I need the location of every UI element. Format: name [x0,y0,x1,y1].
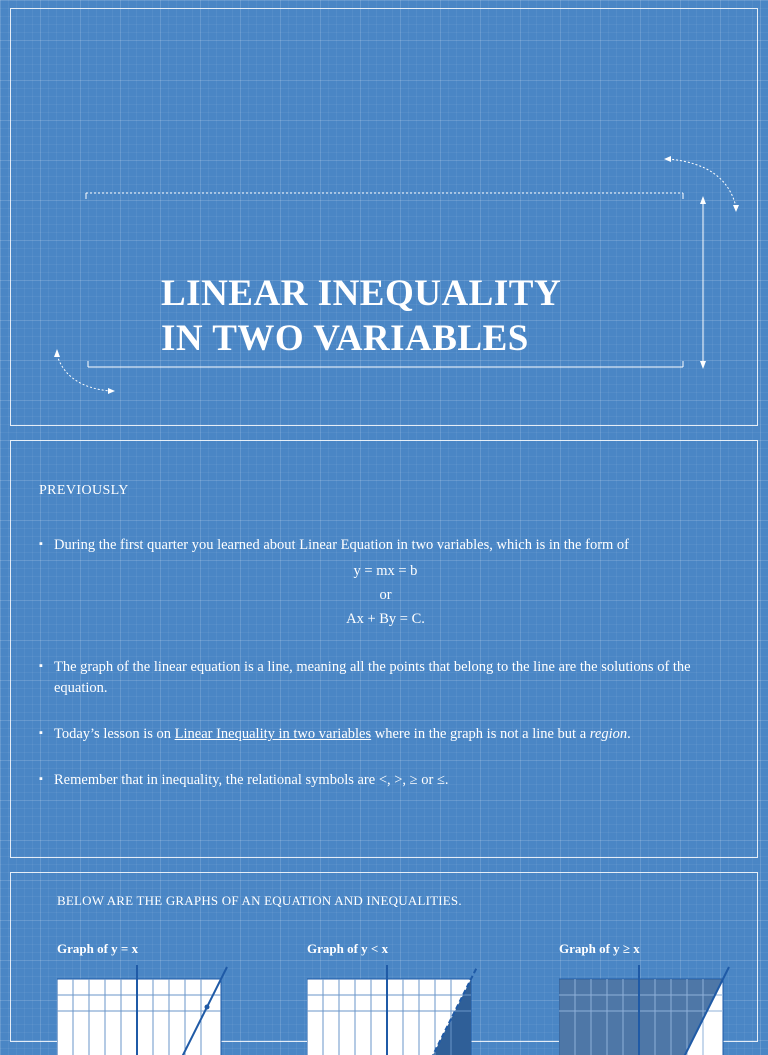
previously-slide [10,440,758,858]
title-line-2: IN TWO VARIABLES [161,318,529,359]
slide-title [161,271,561,361]
equation-slope-form: y = mx = b [353,563,418,579]
bullet-text: During the first quarter you learned about Linear Equation in two variables, which is in the form of [54,537,630,553]
section-heading: PREVIOUSLY [39,483,129,498]
curved-arrow-bottom-left [57,355,110,391]
bullet-item [39,724,717,745]
region-emphasis: region [589,726,628,742]
title-line-1: LINEAR INEQUALITY [161,273,562,314]
graph-plot [57,965,232,1055]
lesson-topic-link[interactable]: Linear Inequality in two variables [174,726,372,742]
arrow-up-icon [700,196,706,204]
bullet-item [39,657,717,699]
graph-label: Graph of y < x [307,941,389,956]
graph-label: Graph of y ≥ x [559,941,640,956]
bullet-list [39,535,717,791]
equation-block [54,559,717,631]
curved-arrow-head-down-icon [733,205,739,212]
graph-label: Graph of y = x [57,941,139,956]
bullet-text-pre: Today’s lesson is on [54,726,175,742]
bullet-text-end: . [627,726,631,742]
graph-less-than [307,941,482,1055]
bullet-item [39,535,717,631]
graph-equation [57,941,232,1055]
curved-arrow-head-up-icon [54,349,60,357]
arrow-down-icon [700,361,706,369]
curved-arrow-head-left-icon [664,156,671,162]
graph-plot [307,965,482,1055]
bullet-text-mid: where in the graph is not a line but a [371,726,590,742]
graph-greater-equal [559,941,734,1055]
section-heading: BELOW ARE THE GRAPHS OF AN EQUATION AND INEQUALITIES. [57,893,462,908]
decorative-frame [11,9,759,427]
graph-plot [559,965,734,1055]
equation-standard-form: Ax + By = C. [346,611,425,627]
equation-or: or [379,587,392,603]
grid-area [57,979,221,1055]
bullet-text: The graph of the linear equation is a line, meaning all the points that belong to the line are the solutions of the equation. [54,659,691,696]
curved-arrow-head-right-icon [108,388,115,394]
title-slide [10,8,758,426]
graphs-slide [10,872,758,1042]
bullet-text: Remember that in inequality, the relational symbols are <, >, ≥ or ≤. [54,772,449,788]
point-marker [205,1005,210,1010]
bullet-item [39,770,717,791]
